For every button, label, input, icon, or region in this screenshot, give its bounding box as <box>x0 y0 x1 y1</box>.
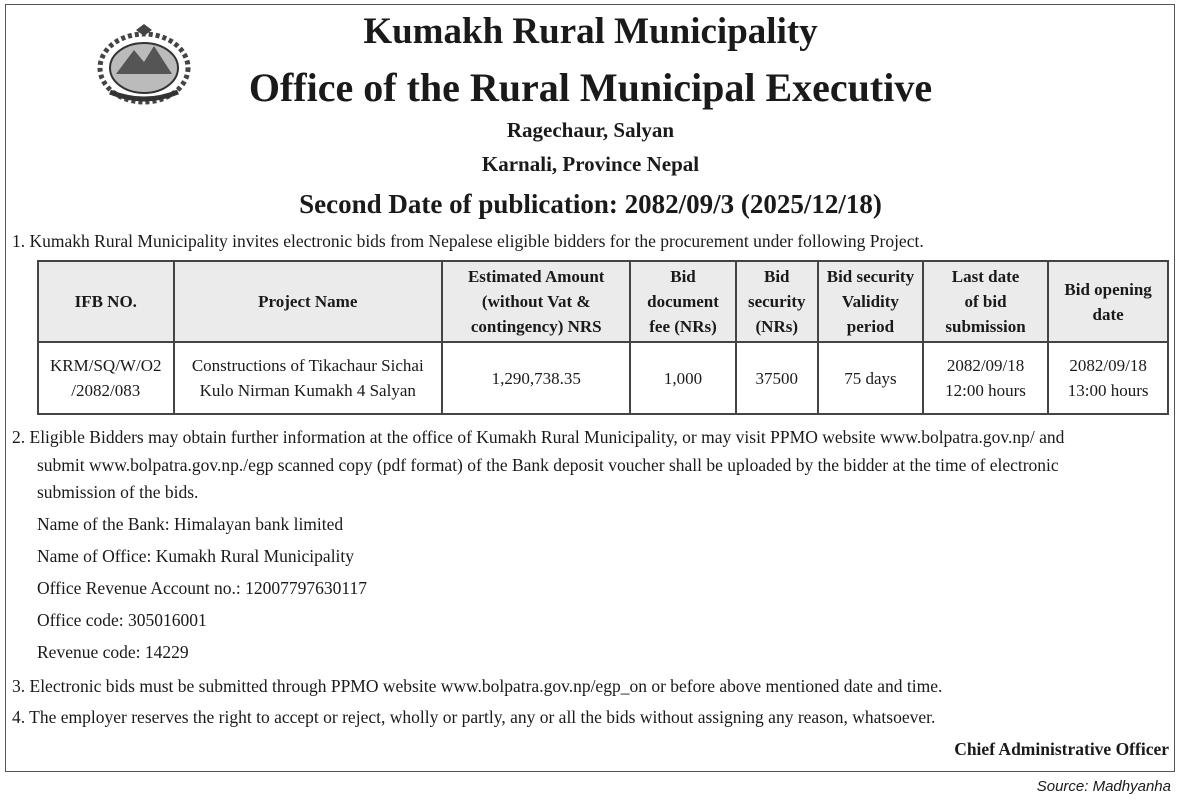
office-name: Name of Office: Kumakh Rural Municipality <box>37 546 355 566</box>
municipality-title: Kumakh Rural Municipality <box>363 11 818 52</box>
column-header <box>1048 261 1168 342</box>
table-cell <box>736 342 818 414</box>
table-row <box>38 342 1168 414</box>
paragraph-2-line-1: 2. Eligible Bidders may obtain further information at the office of Kumakh Rural Municipality, or may visit PPMO website www.bolpatra.gov.np/ and <box>12 427 1065 447</box>
header-line: Bid opening <box>1064 279 1152 299</box>
cell-line: /2082/083 <box>71 381 141 400</box>
cell-line: 2082/09/18 <box>1069 356 1147 375</box>
revenue-code: Revenue code: 14229 <box>37 642 189 662</box>
signature: Chief Administrative Officer <box>954 739 1169 759</box>
table-cell <box>818 342 923 414</box>
header-line: Validity <box>841 292 899 311</box>
address-line-2: Karnali, Province Nepal <box>481 152 700 176</box>
table-cell <box>1048 342 1168 414</box>
account-number: Office Revenue Account no.: 12007797630117 <box>37 578 368 598</box>
header-line: Project Name <box>258 292 358 311</box>
address-line-1: Ragechaur, Salyan <box>506 118 675 142</box>
table-cell <box>174 342 442 414</box>
cell-line: KRM/SQ/W/O2 <box>50 356 162 375</box>
header-line: fee (NRs) <box>649 317 717 336</box>
header-line: Estimated Amount <box>467 267 605 286</box>
table-cell <box>442 342 630 414</box>
header-line: Bid <box>670 267 696 286</box>
cell-line: Kulo Nirman Kumakh 4 Salyan <box>199 381 416 400</box>
header-line: period <box>846 317 895 336</box>
column-header <box>442 261 630 342</box>
source-credit: Source: Madhyanha <box>1036 778 1171 795</box>
header-line: submission <box>945 317 1026 336</box>
column-header <box>174 261 442 342</box>
cell-line: 2082/09/18 <box>946 356 1025 375</box>
cell-line: 1,000 <box>663 368 703 388</box>
header-line: Last date <box>951 267 1020 286</box>
header-line: Bid <box>763 267 790 286</box>
table-cell <box>630 342 735 414</box>
header-line: contingency) NRS <box>470 317 602 336</box>
cell-line: 37500 <box>755 368 798 388</box>
cell-line: 75 days <box>844 368 897 388</box>
office-code: Office code: 305016001 <box>37 610 207 630</box>
paragraph-1: 1. Kumakh Rural Municipality invites electronic bids from Nepalese eligible bidders for the procurement under following Project. <box>12 231 924 251</box>
paragraph-2-line-3: submission of the bids. <box>37 482 199 502</box>
column-header <box>818 261 923 342</box>
paragraph-4: 4. The employer reserves the right to accept or reject, wholly or partly, any or all the bids without assigning any reason, whatsoever. <box>12 707 936 727</box>
header-line: (NRs) <box>755 317 798 336</box>
column-header <box>630 261 735 342</box>
cell-line: Constructions of Tikachaur Sichai <box>191 356 424 375</box>
header-line: security <box>747 292 806 311</box>
header-line: of bid <box>964 292 1007 311</box>
paragraph-3: 3. Electronic bids must be submitted through PPMO website www.bolpatra.gov.np/egp_on or before above mentioned date and time. <box>12 676 943 696</box>
cell-line: 12:00 hours <box>945 381 1026 400</box>
column-header <box>736 261 818 342</box>
office-title: Office of the Rural Municipal Executive <box>248 65 933 110</box>
header-line: date <box>1092 304 1124 324</box>
cell-line: 13:00 hours <box>1067 381 1149 400</box>
column-header <box>923 261 1048 342</box>
header-line: (without Vat & <box>481 292 591 311</box>
header-line: document <box>647 292 719 311</box>
publication-date: Second Date of publication: 2082/09/3 (2025/12/18) <box>299 189 882 219</box>
header-line: Bid security <box>826 267 915 286</box>
bank-name: Name of the Bank: Himalayan bank limited <box>37 514 344 534</box>
cell-line: 1,290,738.35 <box>491 368 581 388</box>
table-cell <box>38 342 174 414</box>
header-line: IFB NO. <box>74 292 137 311</box>
table-cell <box>923 342 1048 414</box>
paragraph-2-line-2: submit www.bolpatra.gov.np./egp scanned copy (pdf format) of the Bank deposit voucher shall be uploaded by the bidder at the time of electronic <box>37 455 1059 475</box>
column-header <box>38 261 174 342</box>
bid-table <box>37 260 1169 415</box>
